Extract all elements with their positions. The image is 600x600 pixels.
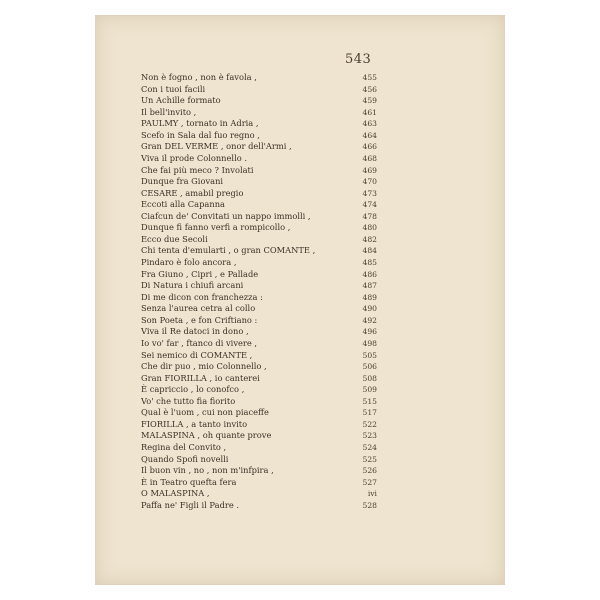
index-entry: [141, 488, 377, 500]
entry-page-number: 498: [362, 338, 377, 348]
entry-page-number: 463: [362, 119, 377, 129]
entry-title: Di me dicon con franchezza :: [141, 291, 263, 302]
entry-page-number: 464: [362, 130, 377, 140]
entry-page-number: 469: [362, 165, 377, 175]
page-number: 543: [345, 52, 372, 67]
index-entry: [141, 153, 377, 165]
entry-title: Dunque fra Giovani: [141, 176, 224, 187]
entry-title: Regina del Convito ,: [141, 442, 227, 452]
entry-title: Di Natura i chiufi arcani: [141, 280, 244, 291]
entry-page-number: 484: [362, 246, 377, 256]
entry-title: È in Teatro quefta fera: [141, 476, 237, 487]
entry-title: O MALASPINA ,: [141, 488, 210, 499]
entry-title: Un Achille formato: [141, 95, 221, 106]
index-entry: [141, 118, 377, 130]
entry-title: Non è fogno , non è favola ,: [141, 72, 257, 82]
entry-title: Fra Giuno , Cipri , e Pallade: [141, 268, 259, 279]
index-entry: [141, 500, 377, 512]
index-entry: [141, 338, 377, 350]
entry-page-number: 486: [362, 269, 377, 279]
entry-page-number: ivi: [367, 489, 377, 499]
index-entry: [141, 361, 377, 373]
entry-page-number: 468: [362, 153, 377, 163]
entry-title: Quando Spofi novelli: [141, 453, 229, 464]
entry-page-number: 528: [362, 500, 377, 510]
entry-page-number: 523: [362, 431, 377, 441]
index-entry: [141, 141, 377, 153]
entry-page-number: 505: [362, 350, 377, 360]
entry-page-number: 525: [362, 454, 377, 464]
entry-page-number: 492: [362, 315, 377, 325]
index-entry: [141, 373, 377, 385]
index-entry: [141, 234, 377, 246]
index-entry: [141, 176, 377, 188]
index-entry: [141, 303, 377, 315]
index-entry: [141, 292, 377, 304]
entry-title: Eccoti alla Capanna: [141, 199, 225, 210]
entry-title: PAULMY , tornato in Adria ,: [141, 118, 259, 129]
index-entry: [141, 442, 377, 454]
entry-title: Paffa ne' Figli il Padre .: [141, 499, 240, 510]
entry-page-number: 459: [362, 96, 377, 106]
entry-page-number: 455: [362, 73, 377, 82]
entry-page-number: 508: [362, 373, 377, 383]
entry-page-number: 487: [362, 281, 377, 291]
entry-title: CESARE , amabil pregio: [141, 187, 244, 198]
index-entry: [141, 222, 377, 234]
entry-title: Dunque fi fanno verfi a rompicollo ,: [141, 222, 291, 233]
index-entry: [141, 396, 377, 408]
entry-title: Che dir puo , mio Colonnello ,: [141, 361, 267, 372]
index-entry: [141, 350, 377, 362]
index-entry: [141, 95, 377, 107]
entry-title: FIORILLA , a tanto invito: [141, 418, 248, 429]
index-entry: [141, 419, 377, 431]
entry-title: Son Poeta , e fon Criftiano :: [141, 314, 258, 325]
entry-page-number: 522: [362, 419, 377, 429]
index-entry: [141, 257, 377, 269]
entry-page-number: 485: [362, 258, 377, 267]
entry-page-number: 524: [362, 443, 377, 452]
entry-title: Gran FIORILLA , io canterei: [141, 372, 260, 383]
index-entry: [141, 84, 377, 96]
entry-title: Vo' che tutto fia fiorito: [141, 395, 236, 406]
index-entry: [141, 454, 377, 466]
entry-page-number: 466: [362, 142, 377, 152]
entry-page-number: 506: [362, 362, 377, 372]
entry-title: Il bell'invito ,: [141, 106, 197, 117]
index-entry: [141, 107, 377, 119]
entry-title: Viva il prode Colonnello .: [141, 152, 248, 163]
index-entry: [141, 430, 377, 442]
entry-page-number: 482: [362, 234, 377, 244]
entry-title: Scefo in Sala dal fuo regno ,: [141, 129, 260, 140]
entry-page-number: 517: [362, 408, 377, 418]
entry-title: È capriccio , lo conofco ,: [141, 384, 245, 395]
entry-title: Con i tuoi facili: [141, 83, 206, 94]
entry-title: Senza l'aurea cetra al collo: [141, 303, 256, 314]
entry-title: Io vo' far , ftanco di vivere ,: [141, 337, 258, 348]
entry-page-number: 526: [362, 466, 377, 476]
entry-title: Sei nemico di COMANTE ,: [141, 349, 253, 360]
entry-page-number: 480: [362, 223, 377, 233]
index-entry: [141, 199, 377, 211]
entry-page-number: 489: [362, 292, 377, 302]
index-entry: [141, 384, 377, 396]
entry-page-number: 474: [362, 200, 377, 210]
entry-page-number: 527: [362, 477, 377, 487]
index-entry: [141, 72, 377, 84]
index-entry: [141, 130, 377, 142]
entry-title: Pindaro è folo ancora ,: [141, 257, 237, 267]
entry-title: Che fai più meco ? Involati: [141, 164, 254, 175]
entry-page-number: 470: [362, 177, 377, 187]
entry-page-number: 473: [362, 188, 377, 198]
index-list: [141, 72, 377, 511]
index-entry: [141, 165, 377, 177]
entry-page-number: 496: [362, 327, 377, 337]
entry-title: Ciafcun de' Convitati un nappo immolli ,: [141, 210, 311, 221]
entry-page-number: 478: [362, 211, 377, 221]
index-entry: [141, 326, 377, 338]
entry-page-number: 515: [362, 396, 377, 406]
entry-page-number: 490: [362, 304, 377, 314]
entry-page-number: 461: [362, 107, 377, 117]
index-entry: [141, 280, 377, 292]
index-entry: [141, 188, 377, 200]
entry-title: Ecco due Secoli: [141, 233, 208, 244]
entry-page-number: 456: [362, 84, 377, 94]
entry-title: Viva il Re datoci in dono ,: [141, 326, 249, 337]
entry-title: Qual è l'uom , cui non piaceffe: [141, 407, 269, 418]
entry-page-number: 509: [362, 385, 377, 395]
entry-title: Gran DEL VERME , onor dell'Armi ,: [141, 141, 292, 152]
index-entry: [141, 211, 377, 223]
index-entry: [141, 315, 377, 327]
entry-title: Chi tenta d'emularti , o gran COMANTE ,: [141, 245, 316, 256]
entry-title: Il buon vin , no , non m'infpira ,: [141, 465, 274, 476]
index-entry: [141, 477, 377, 489]
index-entry: [141, 407, 377, 419]
index-entry: [141, 465, 377, 477]
index-entry: [141, 245, 377, 257]
index-entry: [141, 269, 377, 281]
entry-title: MALASPINA , oh quante prove: [141, 430, 272, 441]
